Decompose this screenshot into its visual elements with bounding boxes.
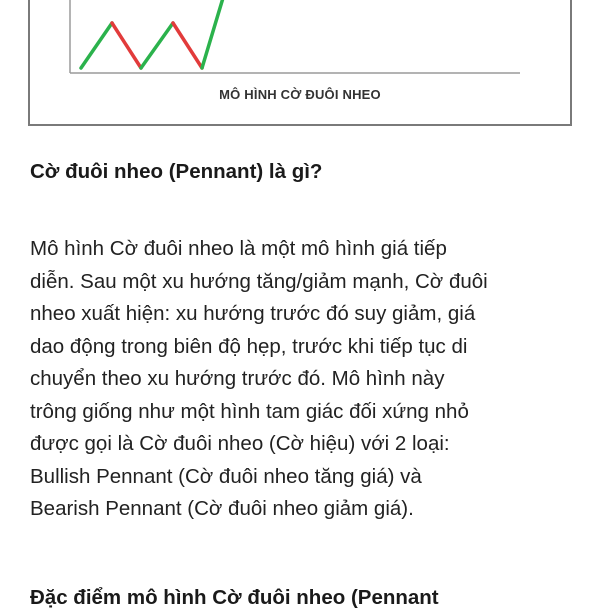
paragraph-line: Bullish Pennant (Cờ đuôi nheo tăng giá) và (30, 464, 422, 488)
paragraph-line: Mô hình Cờ đuôi nheo là một mô hình giá tiếp (30, 237, 447, 260)
price-line-down-2 (173, 23, 202, 68)
paragraph-line: chuyển theo xu hướng trước đó. Mô hình này (30, 367, 445, 390)
paragraph-line: diễn. Sau một xu hướng tăng/giảm mạnh, Cờ đuôi (30, 269, 488, 293)
paragraph-line: trông giống như một hình tam giác đối xứng nhỏ (30, 399, 469, 423)
paragraph-line: nheo xuất hiện: xu hướng trước đó suy giảm, giá (30, 302, 476, 325)
section-heading: Cờ đuôi nheo (Pennant) là gì? (30, 160, 323, 183)
price-line-up-2 (141, 23, 173, 68)
section-paragraph (30, 233, 578, 526)
paragraph-line: được gọi là Cờ đuôi nheo (Cờ hiệu) với 2 loại: (30, 432, 450, 455)
price-line-down-1 (112, 23, 141, 68)
price-line-up-3 (202, 0, 226, 68)
paragraph-line: Bearish Pennant (Cờ đuôi nheo giảm giá). (30, 497, 414, 520)
paragraph-line: dao động trong biên độ hẹp, trước khi tiếp tục di (30, 334, 468, 358)
pennant-figure (28, 0, 572, 126)
price-line-up-1 (81, 23, 112, 68)
next-section-heading: Đặc điểm mô hình Cờ đuôi nheo (Pennant (30, 586, 439, 609)
pennant-chart-illustration (30, 0, 574, 126)
figure-caption: MÔ HÌNH CỜ ĐUÔI NHEO (219, 87, 381, 102)
